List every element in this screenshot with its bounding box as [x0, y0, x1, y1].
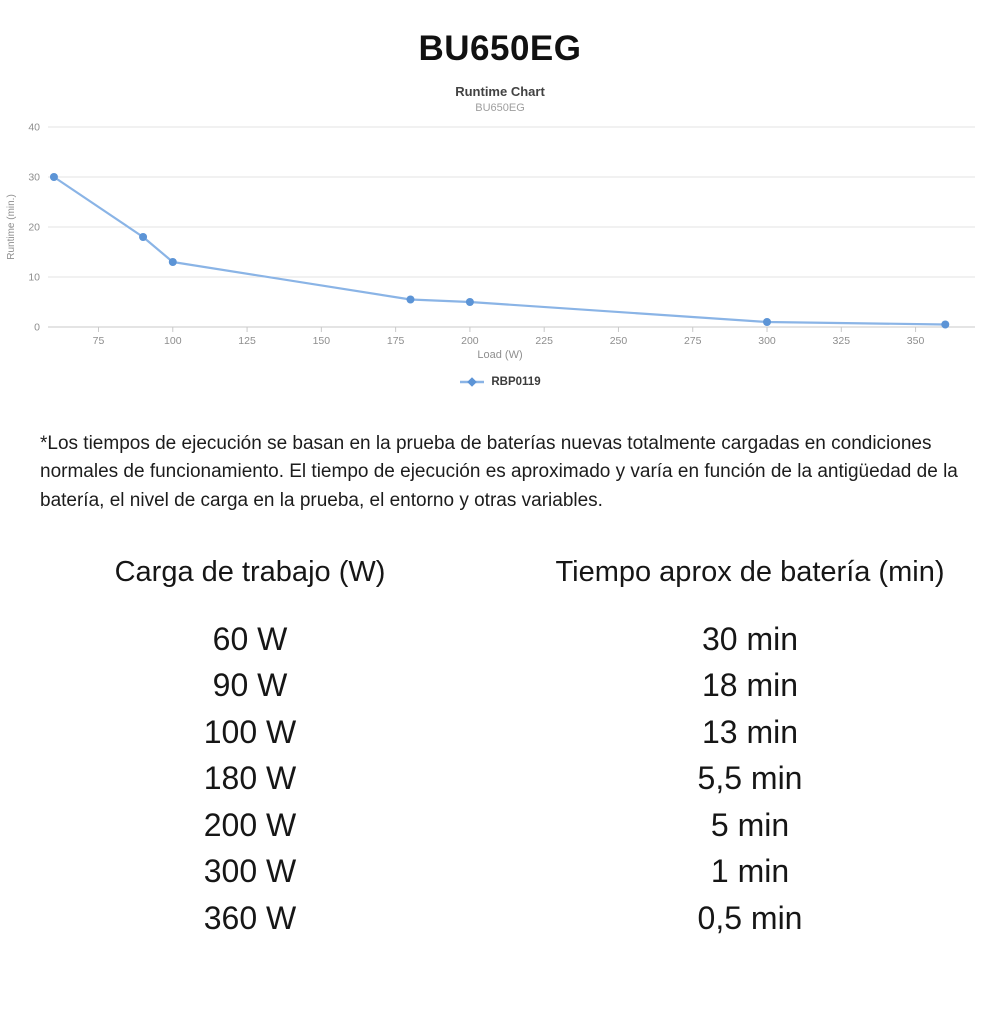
time-value: 1 min	[710, 853, 790, 890]
x-tick-label: 150	[312, 334, 331, 347]
data-point	[139, 233, 147, 241]
time-value: 0,5 min	[697, 899, 803, 936]
x-tick-label: 350	[906, 334, 925, 347]
runtime-chart-plot	[0, 117, 1000, 349]
y-tick-label: 10	[28, 271, 40, 284]
x-tick-label: 175	[386, 334, 405, 347]
time-value: 18 min	[701, 667, 799, 704]
y-tick-label: 20	[28, 221, 40, 234]
load-value: 200 W	[203, 806, 297, 843]
load-value: 90 W	[212, 667, 288, 704]
chart-legend	[0, 376, 1000, 388]
table-row	[0, 616, 1000, 663]
legend-label: RBP0119	[491, 375, 541, 388]
y-tick-label: 40	[28, 121, 40, 134]
x-axis-title: Load (W)	[477, 348, 523, 361]
data-point	[50, 173, 58, 181]
table-row	[0, 895, 1000, 942]
runtime-disclaimer: *Los tiempos de ejecución se basan en la prueba de baterías nuevas totalmente cargadas en condiciones normales de funcionamiento. El tiempo de ejecución es aproximado y varía en función de la antigüedad de la batería, el nivel de carga en la prueba, el entorno y otras variables.	[40, 432, 958, 511]
table-header-time: Tiempo aprox de batería (min)	[555, 556, 945, 589]
load-value: 60 W	[212, 620, 288, 657]
table-header-row	[0, 555, 1000, 590]
data-point	[406, 295, 414, 303]
chart-subtitle: BU650EG	[475, 102, 525, 115]
x-tick-label: 300	[758, 334, 776, 347]
x-tick-label: 125	[238, 334, 256, 347]
x-tick-label: 325	[832, 334, 851, 347]
y-axis-title: Runtime (min.)	[6, 193, 17, 260]
table-row	[0, 662, 1000, 709]
load-value: 100 W	[203, 713, 297, 750]
x-tick-label: 75	[92, 334, 105, 347]
time-value: 5 min	[710, 806, 790, 843]
y-tick-label: 0	[34, 321, 40, 334]
data-point	[941, 320, 949, 328]
table-row	[0, 755, 1000, 802]
load-value: 180 W	[203, 760, 297, 797]
table-row	[0, 802, 1000, 849]
time-value: 5,5 min	[697, 760, 803, 797]
legend-marker-icon	[459, 376, 485, 388]
x-tick-label: 225	[535, 334, 553, 347]
table-row	[0, 709, 1000, 756]
data-point	[466, 298, 474, 306]
time-value: 30 min	[701, 620, 799, 657]
table-header-load: Carga de trabajo (W)	[114, 556, 386, 589]
x-tick-label: 200	[461, 334, 479, 347]
table-row	[0, 848, 1000, 895]
table-body	[0, 616, 1000, 942]
data-point	[763, 318, 771, 326]
x-tick-label: 100	[164, 334, 182, 347]
series-line	[54, 177, 945, 325]
time-value: 13 min	[701, 713, 799, 750]
page-title: BU650EG	[418, 29, 582, 68]
x-tick-label: 250	[609, 334, 628, 347]
runtime-table	[0, 555, 1000, 941]
load-value: 360 W	[203, 899, 297, 936]
chart-title: Runtime Chart	[455, 83, 545, 99]
load-value: 300 W	[203, 853, 297, 890]
runtime-chart	[0, 85, 1000, 388]
data-point	[169, 258, 177, 266]
y-tick-label: 30	[28, 171, 40, 184]
x-tick-label: 275	[683, 334, 702, 347]
